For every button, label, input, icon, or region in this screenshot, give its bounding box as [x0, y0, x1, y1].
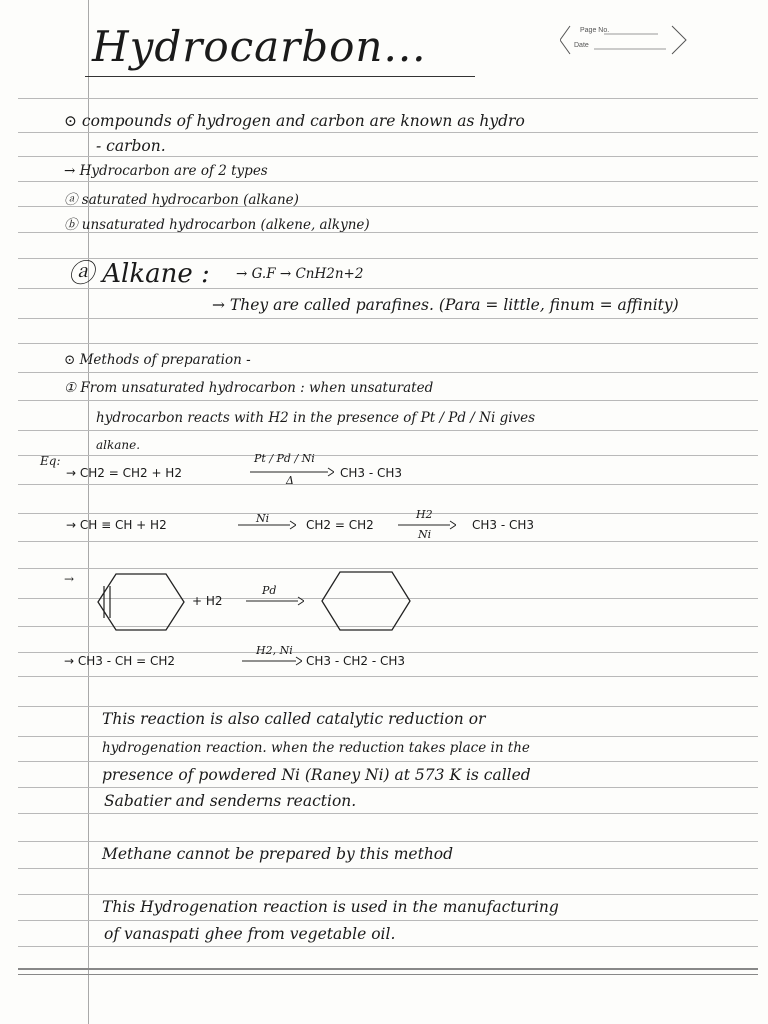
- para1-line-3: presence of powdered Ni (Raney Ni) at 573 K is called: [102, 766, 531, 784]
- alkane-heading: ⓐ Alkane :: [68, 259, 210, 289]
- ruled-line: [18, 920, 758, 921]
- intro-line-1: ⊙ compounds of hydrogen and carbon are known as hydro: [64, 112, 525, 130]
- page-title: Hydrocarbon...: [92, 22, 427, 71]
- title-underline: [85, 76, 475, 77]
- methods-heading: ⊙ Methods of preparation -: [64, 352, 251, 368]
- ruled-line: [18, 868, 758, 869]
- eq1-product: CH3 - CH3: [340, 466, 403, 480]
- ruled-line: [18, 652, 758, 653]
- benzene-structure: [96, 572, 186, 632]
- ruled-line: [18, 974, 758, 975]
- eq2-intermediate: CH2 = CH2: [306, 518, 374, 532]
- methane-note: Methane cannot be prepared by this method: [102, 845, 454, 863]
- cyclohexane-structure: [320, 570, 412, 632]
- eq2-arrow-1: [238, 520, 296, 530]
- ruled-line: [18, 318, 758, 319]
- eq3-arrow: [246, 596, 304, 606]
- alkane-formula: → G.F → CnH2n+2: [236, 266, 364, 282]
- para1-line-2: hydrogenation reaction. when the reduction takes place in the: [102, 740, 530, 756]
- eq1-condition: Δ: [286, 474, 294, 487]
- margin-line: [88, 0, 89, 1024]
- ruled-line: [18, 400, 758, 401]
- eq2-catalyst-1: Ni: [256, 512, 270, 525]
- ruled-line: [18, 946, 758, 947]
- eq2-catalyst-2-bottom: Ni: [418, 528, 432, 541]
- eq4-arrow: [242, 656, 302, 666]
- ruled-line: [18, 484, 758, 485]
- eq2-reactants: → CH ≡ CH + H2: [66, 518, 167, 532]
- eq3-plus-h2: + H2: [192, 594, 223, 608]
- eq-label: Eq:: [40, 454, 61, 468]
- ruled-line: [18, 372, 758, 373]
- ruled-line: [18, 676, 758, 677]
- ruled-line: [18, 132, 758, 133]
- eq4-product: CH3 - CH2 - CH3: [306, 654, 406, 668]
- eq1-reactants: → CH2 = CH2 + H2: [66, 466, 182, 480]
- intro-line-2: - carbon.: [96, 137, 166, 155]
- ruled-line: [18, 968, 758, 970]
- ruled-line: [18, 343, 758, 344]
- ruled-line: [18, 541, 758, 542]
- ruled-line: [18, 568, 758, 569]
- para1-line-1: This reaction is also called catalytic reduction or: [102, 710, 486, 728]
- ruled-line: [18, 430, 758, 431]
- para2-line-2: of vanaspati ghee from vegetable oil.: [104, 925, 396, 943]
- method1-line-2: hydrocarbon reacts with H2 in the presence of Pt / Pd / Ni gives: [96, 410, 536, 426]
- type-b-line: ⓑ unsaturated hydrocarbon (alkene, alkyne): [64, 217, 370, 233]
- ruled-line: [18, 706, 758, 707]
- eq4-catalyst: H2, Ni: [256, 644, 293, 657]
- page-no-label: Page No.: [580, 27, 610, 34]
- eq3-arrow-mark: →: [64, 572, 75, 586]
- eq4-reactants: → CH3 - CH = CH2: [64, 654, 175, 668]
- ruled-line: [18, 761, 758, 762]
- ruled-line: [18, 181, 758, 182]
- eq1-catalyst: Pt / Pd / Ni: [254, 452, 315, 465]
- ruled-line: [18, 156, 758, 157]
- method1-line-3: alkane.: [96, 438, 141, 452]
- method1-line-1: ① From unsaturated hydrocarbon : when unsaturated: [64, 380, 434, 396]
- ruled-line: [18, 841, 758, 842]
- date-label: Date: [574, 42, 589, 49]
- paraffins-line: → They are called parafines. (Para = little, finum = affinity): [212, 296, 679, 314]
- ruled-line: [18, 455, 758, 456]
- ruled-line: [18, 98, 758, 99]
- para2-line-1: This Hydrogenation reaction is used in the manufacturing: [102, 898, 559, 916]
- ruled-line: [18, 787, 758, 788]
- page-date-box: [560, 22, 688, 58]
- ruled-line: [18, 894, 758, 895]
- ruled-line: [18, 513, 758, 514]
- para1-line-4: Sabatier and senderns reaction.: [104, 792, 357, 810]
- type-a-line: ⓐ saturated hydrocarbon (alkane): [64, 192, 299, 208]
- ruled-line: [18, 813, 758, 814]
- eq2-catalyst-2-top: H2: [416, 508, 433, 521]
- ruled-line: [18, 736, 758, 737]
- eq3-catalyst: Pd: [262, 584, 277, 597]
- types-line: → Hydrocarbon are of 2 types: [64, 163, 268, 179]
- eq2-product: CH3 - CH3: [472, 518, 535, 532]
